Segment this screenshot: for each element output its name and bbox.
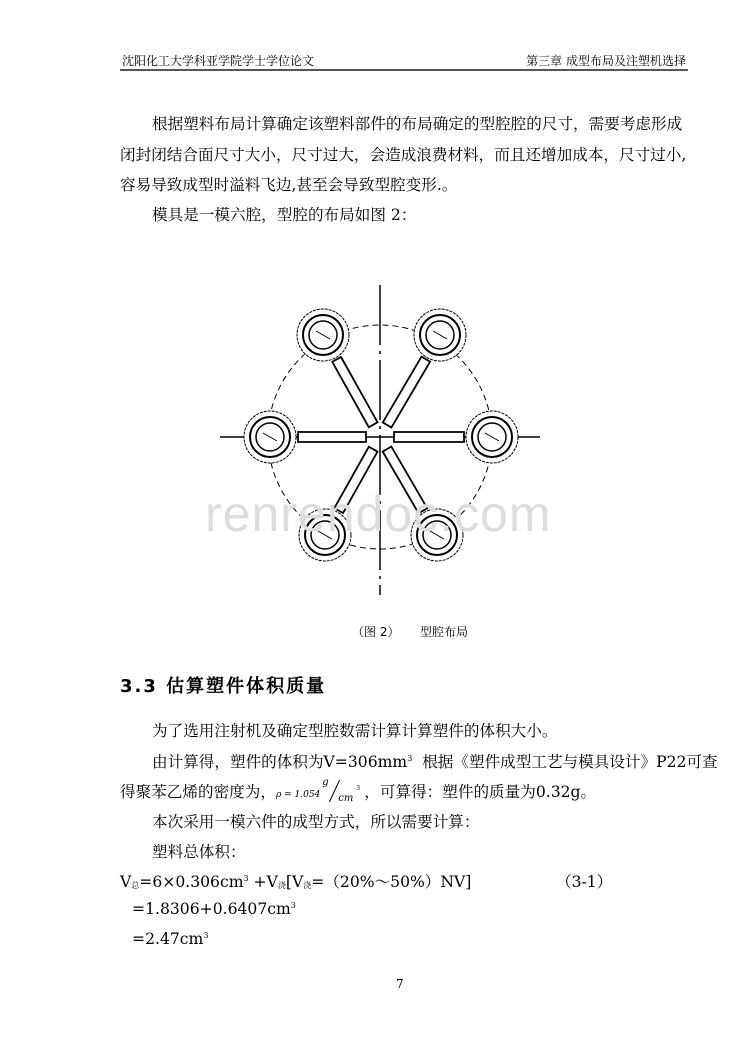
body-line5: 塑料总体积： bbox=[152, 843, 246, 861]
runner bbox=[332, 357, 377, 427]
body-line1: 为了选用注射机及确定型腔数需计算计算塑件的体积大小。 bbox=[152, 722, 558, 740]
body-line4: 本次采用一模六件的成型方式，所以需要计算： bbox=[152, 813, 480, 831]
body-line3: 得聚苯乙烯的密度为，ρ = 1.054 g cm 3 ，可算得：塑件的质量为0.32g。 bbox=[120, 777, 597, 804]
body-line2: 由计算得，塑件的体积为$V=306mm^3$ 根据《塑件成型工艺与模具设计》P22可查 bbox=[152, 753, 718, 771]
header-right: 第三章 成型布局及注塑机选择 bbox=[526, 54, 686, 68]
header-left: 沈阳化工大学科亚学院学士学位论文 bbox=[122, 54, 315, 68]
runner bbox=[298, 432, 366, 442]
para1-line3: 容易导致成型时溢料飞边,甚至会导致型腔变形.。 bbox=[120, 176, 458, 194]
fraction-denominator: cm bbox=[338, 793, 354, 804]
fraction-numerator: g bbox=[322, 777, 329, 788]
header-rule bbox=[120, 69, 688, 71]
para1-line2: 闭封闭结合面尺寸大小，尺寸过大，会造成浪费材料，而且还增加成本，尺寸过小, bbox=[120, 146, 687, 164]
equation-3-1: $V_总=6\times 0.306cm^3$ $+V_浇[V_浇=(20\%\sim 50\%)NV]$ bbox=[120, 873, 472, 891]
equation-number: （3-1） bbox=[556, 873, 613, 891]
figure-caption: 型腔布局 bbox=[420, 625, 469, 639]
section-heading: 3.3 估算塑件体积质量 bbox=[120, 676, 327, 697]
cavity-layout-figure bbox=[200, 280, 560, 600]
page-number: 7 bbox=[396, 977, 404, 991]
figure-number: （图 2） bbox=[352, 625, 400, 639]
runner bbox=[383, 357, 430, 428]
runner bbox=[394, 432, 464, 442]
para1-line1: 根据塑料布局计算确定该塑料部件的布局确定的型腔腔的尺寸，需要考虑形成 bbox=[152, 115, 683, 133]
watermark: renrendoc.com bbox=[205, 486, 552, 542]
fraction-exponent: 3 bbox=[356, 785, 361, 792]
density-unit-fraction bbox=[320, 777, 364, 804]
para2: 模具是一模六腔，型腔的布局如图 2： bbox=[152, 206, 417, 224]
equation-line3: $=2.47cm^3$ bbox=[132, 930, 209, 948]
equation-line2: $=1.8306+0.6407cm^3$ bbox=[132, 900, 296, 918]
